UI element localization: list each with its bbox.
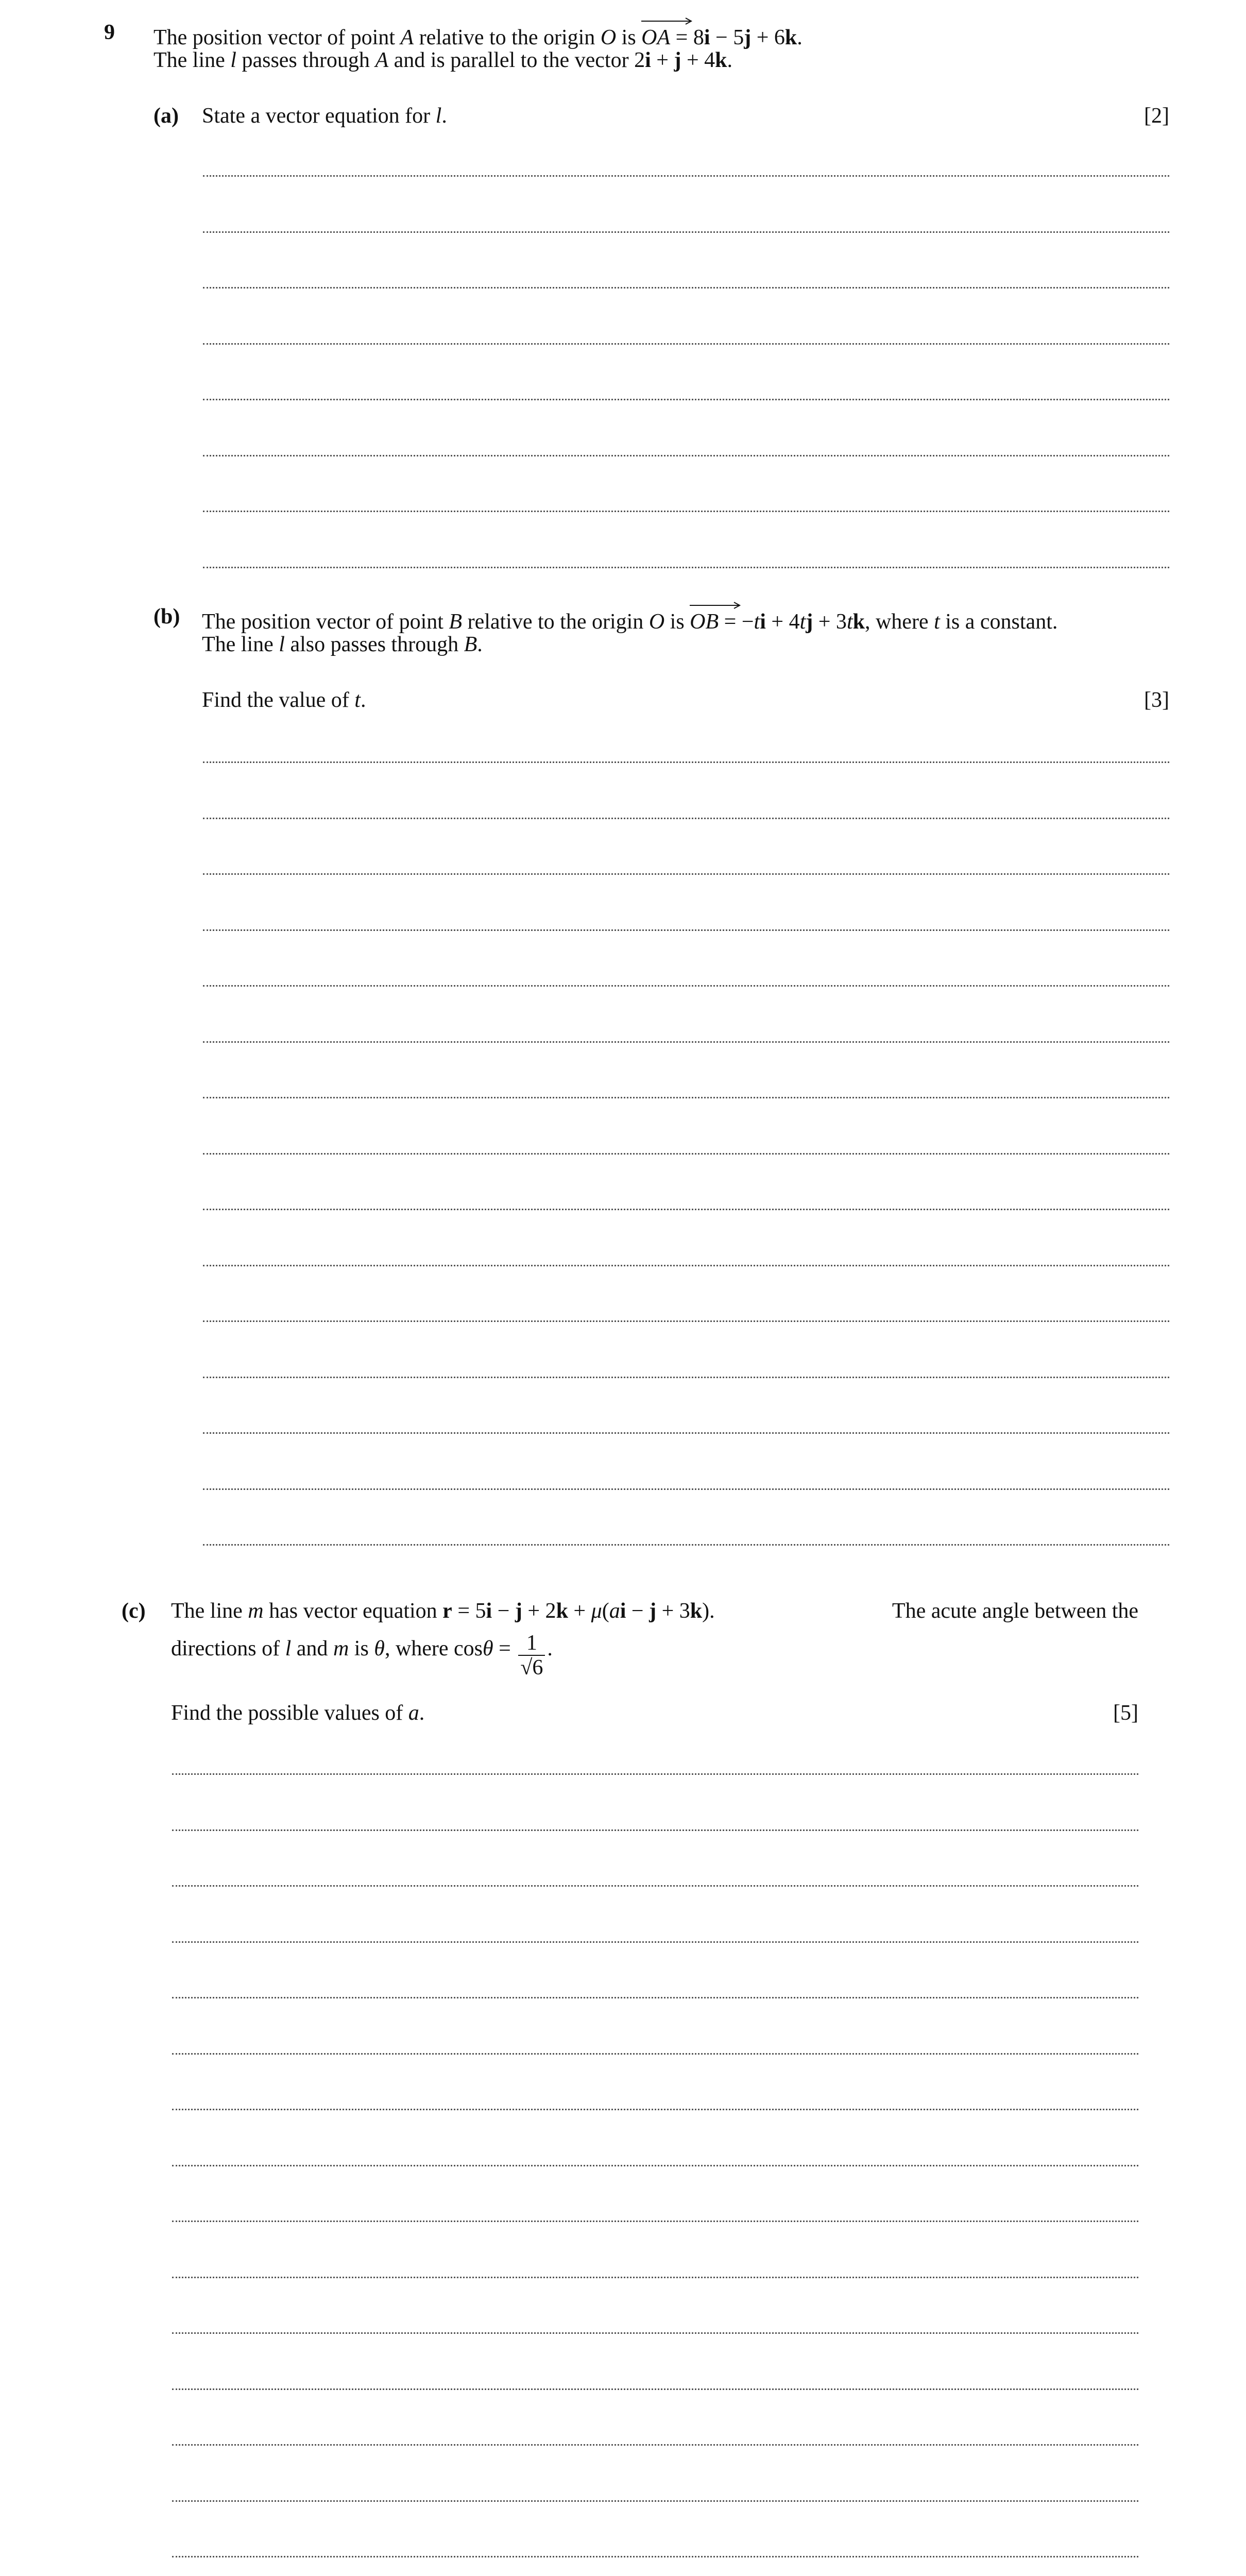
answer-line[interactable] xyxy=(203,1432,1169,1434)
answer-line[interactable] xyxy=(203,1265,1169,1266)
answer-line[interactable] xyxy=(203,175,1169,177)
part-a-label: (a) xyxy=(153,104,179,128)
part-b-line-1: The position vector of point B relative to the origin O is OB = −ti + 4tj + 3tk, where t is a constant. xyxy=(202,604,1057,635)
vector-arrow-icon xyxy=(690,602,741,609)
part-c-marks: [5] xyxy=(1113,1701,1138,1725)
answer-line[interactable] xyxy=(172,2388,1138,2390)
answer-line[interactable] xyxy=(203,511,1169,512)
answer-line[interactable] xyxy=(203,929,1169,931)
vector-arrow-icon xyxy=(641,18,693,25)
answer-line[interactable] xyxy=(172,2165,1138,2166)
answer-line[interactable] xyxy=(203,1544,1169,1546)
answer-line[interactable] xyxy=(172,2221,1138,2222)
answer-line[interactable] xyxy=(172,1997,1138,1998)
part-b-marks: [3] xyxy=(1144,688,1169,712)
question-number: 9 xyxy=(104,21,115,44)
answer-line[interactable] xyxy=(172,1885,1138,1887)
answer-line[interactable] xyxy=(172,1829,1138,1831)
part-c-label: (c) xyxy=(122,1599,146,1623)
question-intro-line-2: The line l passes through A and is parallel to the vector 2i + j + 4k. xyxy=(153,48,732,72)
part-b-prompt: Find the value of t. xyxy=(202,688,366,712)
answer-line[interactable] xyxy=(172,2109,1138,2110)
part-a-prompt: State a vector equation for l. xyxy=(202,104,447,128)
answer-line[interactable] xyxy=(203,985,1169,987)
answer-line[interactable] xyxy=(203,1041,1169,1043)
answer-line[interactable] xyxy=(203,761,1169,763)
answer-line[interactable] xyxy=(203,567,1169,568)
answer-line[interactable] xyxy=(203,1488,1169,1490)
answer-line[interactable] xyxy=(203,818,1169,819)
answer-line[interactable] xyxy=(203,1320,1169,1322)
answer-line[interactable] xyxy=(203,343,1169,345)
fraction-one-over-root-six: $\frac{1}{√6}$ xyxy=(518,1631,545,1680)
answer-line[interactable] xyxy=(203,873,1169,875)
vector-ob: OB xyxy=(690,604,719,635)
answer-line[interactable] xyxy=(203,399,1169,400)
answer-line[interactable] xyxy=(172,2332,1138,2334)
answer-line[interactable] xyxy=(172,2500,1138,2502)
part-b-label: (b) xyxy=(153,605,180,629)
part-c-line-1: The line m has vector equation r = 5i − j + 2k + μ(ai − j + 3k). The acute angle between the xyxy=(171,1599,1138,1623)
part-a-marks: [2] xyxy=(1144,104,1169,128)
answer-line[interactable] xyxy=(203,1153,1169,1155)
answer-line[interactable] xyxy=(203,1097,1169,1098)
answer-line[interactable] xyxy=(172,2556,1138,2557)
answer-line[interactable] xyxy=(203,455,1169,456)
answer-line[interactable] xyxy=(203,231,1169,233)
vector-oa: OA xyxy=(641,20,670,50)
answer-line[interactable] xyxy=(172,1773,1138,1775)
part-b-line-2: The line l also passes through B. xyxy=(202,633,483,656)
answer-line[interactable] xyxy=(172,2444,1138,2446)
answer-line[interactable] xyxy=(172,2053,1138,2055)
question-intro-line-1: The position vector of point A relative to the origin O is OA = 8i − 5j + 6k. xyxy=(153,20,803,50)
answer-line[interactable] xyxy=(172,2277,1138,2278)
part-c-prompt: Find the possible values of a. xyxy=(171,1701,425,1725)
answer-line[interactable] xyxy=(203,287,1169,289)
part-c-line-2: directions of l and m is θ, where cosθ = $\frac{1}{√6}$ . xyxy=(171,1631,553,1680)
answer-line[interactable] xyxy=(203,1209,1169,1210)
answer-line[interactable] xyxy=(172,1941,1138,1943)
answer-line[interactable] xyxy=(203,1377,1169,1378)
